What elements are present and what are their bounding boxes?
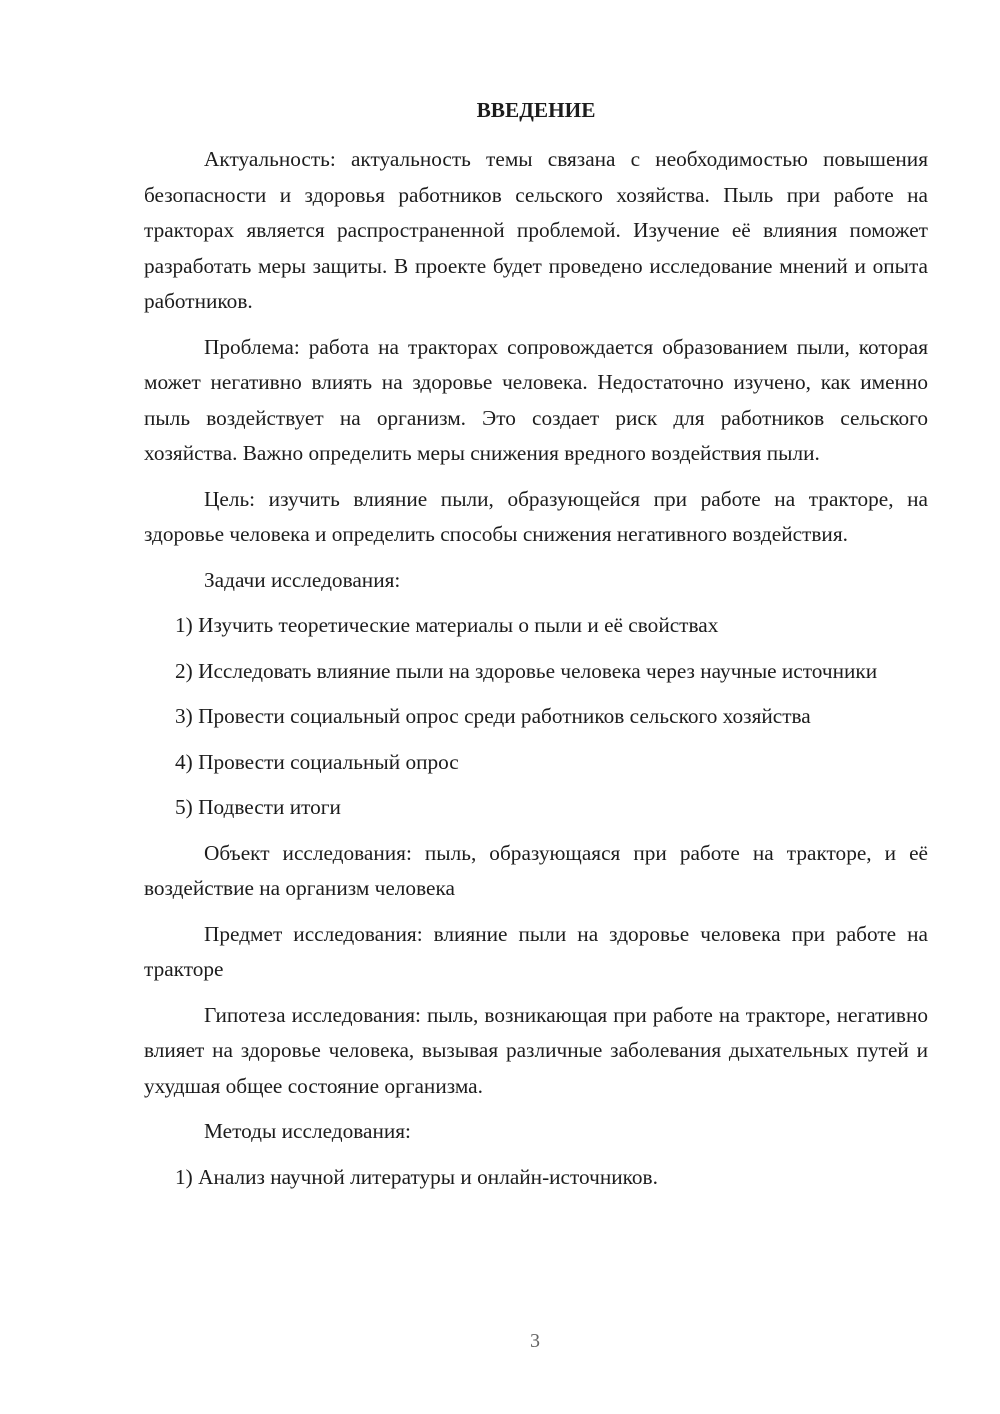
task-item-5: 5) Подвести итоги: [175, 795, 341, 819]
goal-paragraph: Цель: изучить влияние пыли, образующейся при работе на тракторе, на здоровье человека и определить способы снижения негативного воздействия.: [144, 486, 928, 546]
method-item-1: 1) Анализ научной литературы и онлайн-источников.: [175, 1164, 658, 1189]
task-item-2: 2) Исследовать влияние пыли на здоровье человека через научные источники: [175, 658, 878, 683]
subject-paragraph: Предмет исследования: влияние пыли на здоровье человека при работе на тракторе: [144, 921, 928, 981]
task-item-4: 4) Провести социальный опрос: [175, 749, 459, 774]
task-item-1: 1) Изучить теоретические материалы о пыли и её свойствах: [175, 613, 719, 637]
page-body: [144, 90, 928, 1205]
task-item-3: 3) Провести социальный опрос среди работников сельского хозяйства: [175, 704, 811, 728]
tasks-heading: Задачи исследования:: [204, 567, 401, 592]
section-title: ВВЕДЕНИЕ: [476, 98, 596, 122]
object-paragraph: Объект исследования: пыль, образующаяся при работе на тракторе, и её воздействие на организм человека: [144, 840, 928, 900]
hypothesis-paragraph: Гипотеза исследования: пыль, возникающая при работе на тракторе, негативно влияет на здоровье человека, вызывая различные заболевания дыхательных путей и ухудшая общее состояние организма.: [144, 1002, 928, 1098]
page-number: 3: [530, 1330, 540, 1352]
problem-paragraph: Проблема: работа на тракторах сопровождается образованием пыли, которая может негативно влиять на здоровье человека. Недостаточно изучено, как именно пыль воздействует на организм. Это создает риск для работников сельского хозяйства. Важно определить меры снижения вредного воздействия пыли.: [144, 334, 928, 465]
methods-heading: Методы исследования:: [204, 1119, 411, 1143]
relevance-paragraph: Актуальность: актуальность темы связана с необходимостью повышения безопасности и здоровья работников сельского хозяйства. Пыль при работе на тракторах является распространенной проблемой. Изучение её влияния поможет разработать меры защиты. В проекте будет проведено исследование мнений и опыта работников.: [144, 147, 928, 313]
